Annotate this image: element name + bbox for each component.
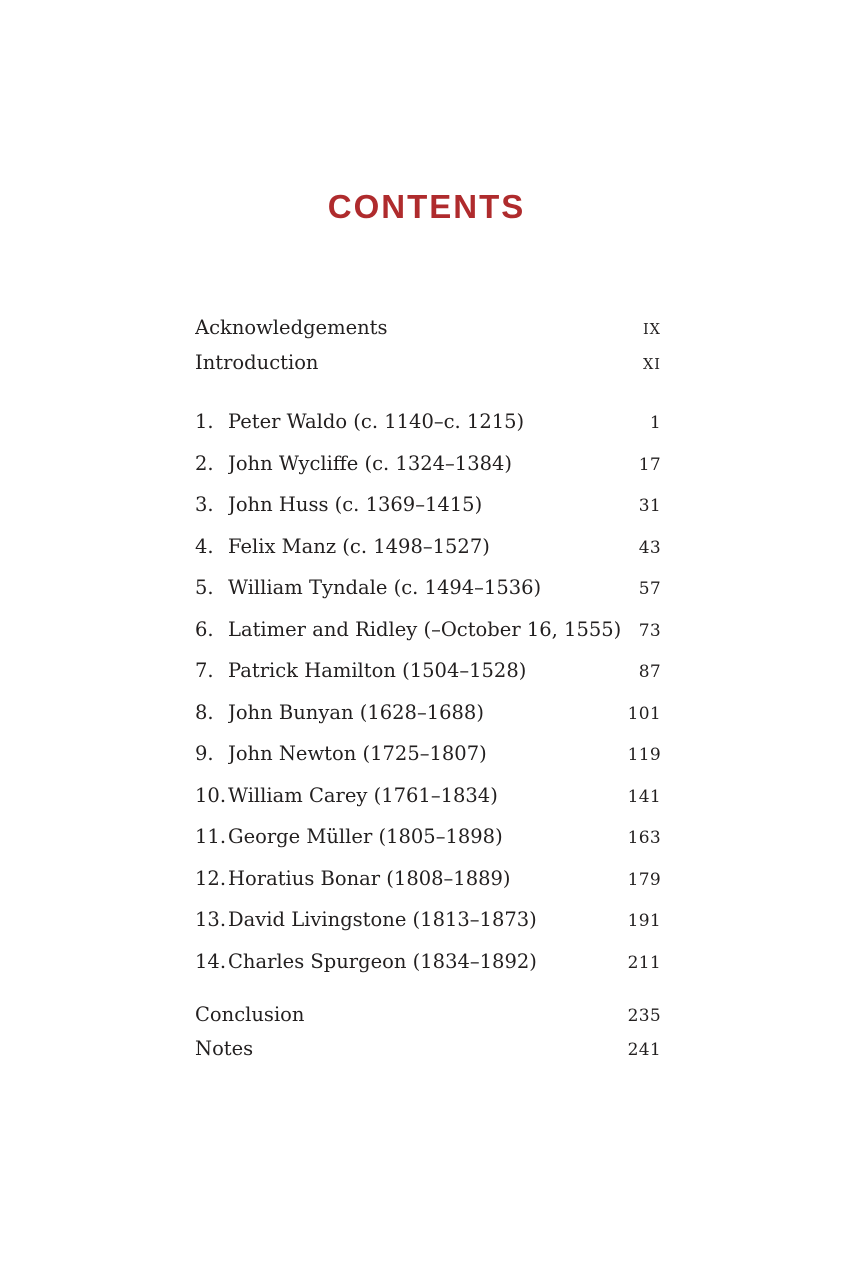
entry-page-number: 31 [638, 496, 661, 516]
entry-page-number: 191 [627, 911, 661, 931]
entry-label: Introduction [195, 350, 319, 374]
toc-entry-chapter [195, 776, 661, 818]
entry-page-number: 1 [649, 413, 661, 433]
chapter-number: 11. [195, 825, 227, 848]
toc-list [195, 312, 661, 1066]
chapter-number: 4. [195, 534, 214, 558]
entry-page-number: 57 [638, 579, 661, 599]
toc-entry-chapter [195, 734, 661, 776]
toc-entry-chapter [195, 859, 661, 901]
entry-label: Acknowledgements [195, 316, 388, 339]
entry-label: Notes [195, 1036, 254, 1060]
entry-label: Patrick Hamilton (1504–1528) [228, 659, 527, 682]
entry-page-number: 241 [627, 1039, 661, 1060]
entry-page-number: 43 [638, 537, 661, 558]
toc-entry-chapter [195, 900, 661, 942]
entry-page-number: 211 [627, 952, 661, 973]
toc-entry-chapter [195, 568, 661, 610]
entry-label: Horatius Bonar (1808–1889) [228, 866, 511, 890]
toc-entry-chapter [195, 402, 661, 444]
entry-page-number: 235 [627, 1006, 661, 1026]
entry-page-number: 101 [627, 703, 661, 724]
front-matter-section [195, 312, 661, 381]
toc-entry-back-matter [195, 1033, 661, 1067]
entry-label: George Müller (1805–1898) [228, 825, 503, 848]
chapter-number: 2. [195, 451, 214, 475]
entry-page-number: XI [642, 356, 661, 373]
entry-label: Conclusion [195, 1003, 305, 1026]
entry-label: William Carey (1761–1834) [228, 783, 498, 807]
entry-label: William Tyndale (c. 1494–1536) [228, 576, 542, 599]
chapter-number: 12. [195, 866, 227, 890]
entry-label: Felix Manz (c. 1498–1527) [228, 534, 490, 558]
chapter-number: 13. [195, 908, 227, 931]
entry-label: John Wycliffe (c. 1324–1384) [228, 451, 513, 475]
toc-entry-chapter [195, 527, 661, 569]
entry-label: Charles Spurgeon (1834–1892) [228, 949, 537, 973]
entry-page-number: 163 [627, 828, 661, 848]
chapter-number: 3. [195, 493, 214, 516]
page-title: CONTENTS [327, 188, 526, 225]
toc-entry-chapter [195, 942, 661, 984]
chapter-number: 14. [195, 949, 227, 973]
entry-page-number: 17 [638, 454, 661, 475]
toc-entry-chapter [195, 444, 661, 486]
toc-entry-back-matter [195, 999, 661, 1033]
toc-entry-chapter [195, 693, 661, 735]
chapter-number: 1. [195, 410, 214, 433]
chapter-number: 8. [195, 700, 214, 724]
entry-label: Peter Waldo (c. 1140–c. 1215) [228, 410, 525, 433]
chapter-number: 6. [195, 617, 214, 641]
entry-page-number: 141 [627, 786, 661, 807]
chapter-number: 10. [195, 783, 227, 807]
entry-label: John Huss (c. 1369–1415) [228, 493, 483, 516]
back-matter-section [195, 999, 661, 1066]
chapters-section [195, 402, 661, 983]
chapter-number: 5. [195, 576, 214, 599]
entry-label: David Livingstone (1813–1873) [228, 908, 537, 931]
chapter-number: 7. [195, 659, 214, 682]
entry-page-number: IX [642, 322, 661, 338]
toc-entry-chapter [195, 610, 661, 652]
toc-entry-front-matter [195, 347, 661, 382]
entry-label: John Newton (1725–1807) [228, 742, 487, 765]
entry-label: Latimer and Ridley (–October 16, 1555) [228, 617, 622, 641]
toc-entry-chapter [195, 651, 661, 693]
chapter-number: 9. [195, 742, 214, 765]
toc-entry-front-matter [195, 312, 661, 347]
entry-page-number: 87 [638, 662, 661, 682]
entry-page-number: 73 [638, 620, 661, 641]
toc-entry-chapter [195, 817, 661, 859]
entry-page-number: 119 [627, 745, 661, 765]
entry-page-number: 179 [627, 869, 661, 890]
entry-label: John Bunyan (1628–1688) [228, 700, 484, 724]
toc-entry-chapter [195, 485, 661, 527]
